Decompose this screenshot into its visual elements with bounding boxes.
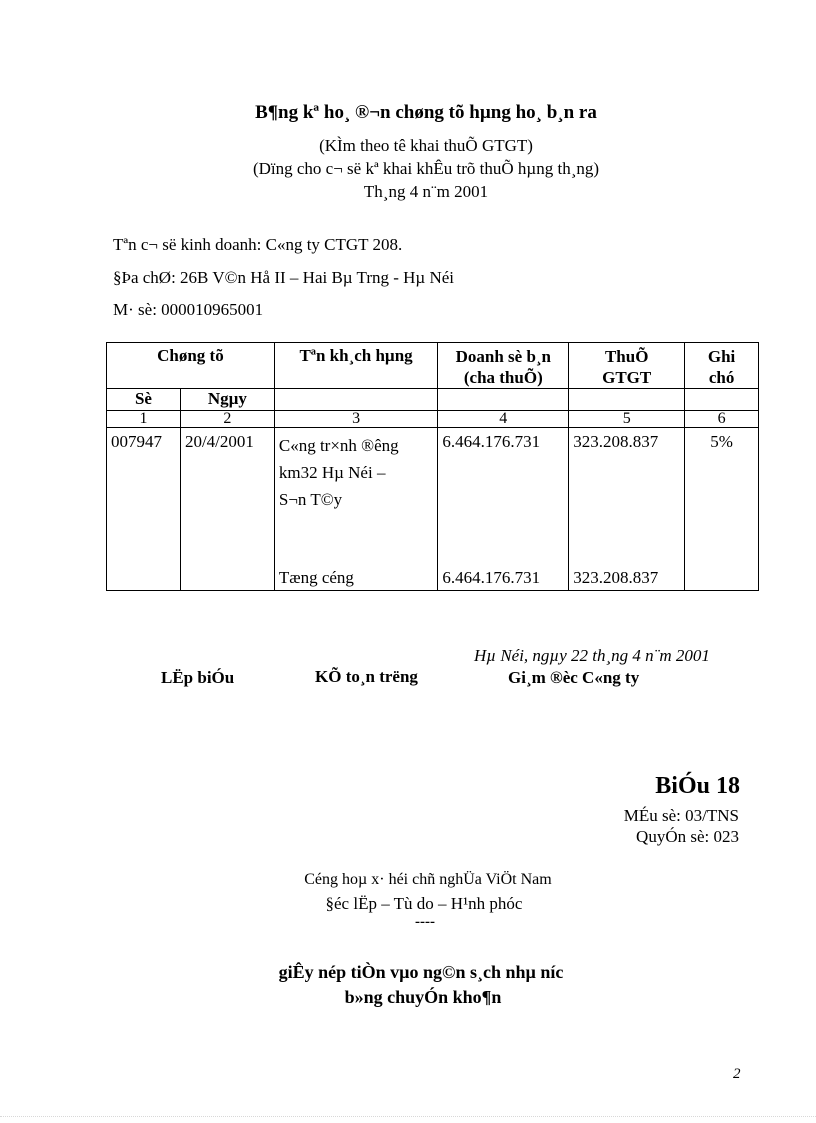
row-customer-line1: C«ng tr×nh ®êng: [278, 436, 399, 455]
column-number: 1: [107, 411, 181, 428]
column-number: 5: [569, 411, 685, 428]
separator-dashes: ----: [415, 914, 435, 930]
header-customer: Tªn kh¸ch hµng: [274, 343, 438, 389]
document-heading-line1: giÊy nép tiÒn vµo ng©n s¸ch nhµ níc: [278, 962, 564, 982]
row-vat-cell: [569, 428, 685, 591]
date-place: Hµ Néi, ngµy 22 th¸ng 4 n¨m 2001: [474, 646, 710, 665]
header-note-line2: chó: [708, 368, 735, 387]
subtitle-attachment: (KÌm theo tê khai thuÕ GTGT): [319, 136, 533, 155]
column-number-row: [107, 411, 759, 428]
total-revenue: 6.464.176.731: [442, 568, 541, 587]
subheader-empty: [438, 389, 569, 411]
form-number: MÉu sè: 03/TNS: [623, 806, 739, 825]
subtitle-scope: (Dïng cho c¬ së kª khai khÊu trõ thuÕ hµng th¸ng): [252, 159, 600, 178]
header-date: Ngµy: [180, 389, 274, 411]
column-number: 3: [274, 411, 438, 428]
column-number: 6: [685, 411, 759, 428]
column-number: 2: [180, 411, 274, 428]
invoice-table: [106, 342, 759, 591]
header-vat: [569, 343, 685, 389]
form-title: BiÓu 18: [655, 773, 740, 799]
row-date: 20/4/2001: [180, 428, 274, 591]
page-number: 2: [733, 1066, 741, 1082]
header-vat-line1: ThuÕ: [604, 347, 649, 366]
row-note: 5%: [685, 428, 759, 591]
row-vat: 323.208.837: [573, 432, 659, 451]
document-heading-line2: b»ng chuyÓn kho¶n: [344, 987, 502, 1007]
page-bottom-divider: [0, 1116, 816, 1117]
header-revenue: [438, 343, 569, 389]
subheader-empty: [274, 389, 438, 411]
signature-accountant: KÕ to¸n trëng: [315, 667, 418, 686]
signature-director: Gi¸m ®èc C«ng ty: [508, 668, 640, 687]
table-header-row: [107, 343, 759, 389]
business-address: §Þa chØ: 26B V©n Hå II – Hai Bµ Trng - Hµ Néi: [113, 268, 455, 287]
subheader-empty: [569, 389, 685, 411]
header-note: [685, 343, 759, 389]
tax-code: M· sè: 000010965001: [113, 300, 264, 319]
total-vat: 323.208.837: [573, 568, 659, 587]
table-row: [107, 428, 759, 591]
header-vat-line2: GTGT: [602, 368, 652, 387]
business-name: Tªn c¬ së kinh doanh: C«ng ty CTGT 208.: [113, 235, 403, 254]
header-note-line1: Ghi: [707, 347, 736, 366]
header-revenue-line1: Doanh sè b¸n: [455, 347, 552, 366]
signature-preparer: LËp biÓu: [161, 668, 235, 687]
row-customer: [274, 428, 438, 591]
nation-name: Céng hoµ x· héi chñ nghÜa ViÖt Nam: [304, 871, 552, 888]
book-number: QuyÓn sè: 023: [636, 827, 739, 846]
header-number: Sè: [107, 389, 181, 411]
column-number: 4: [438, 411, 569, 428]
table-subheader-row: [107, 389, 759, 411]
row-revenue-cell: [438, 428, 569, 591]
document-title: B¶ng kª ho¸ ®¬n chøng tõ hµng ho¸ b¸n ra: [255, 102, 597, 123]
row-customer-line3: S¬n T©y: [278, 490, 343, 509]
row-number: 007947: [107, 428, 181, 591]
subtitle-period: Th¸ng 4 n¨m 2001: [363, 182, 489, 201]
header-revenue-line2: (cha thuÕ): [463, 368, 543, 387]
total-label: Tæng céng: [278, 568, 354, 587]
national-motto: §éc lËp – Tù do – H¹nh phóc: [325, 894, 523, 913]
row-revenue: 6.464.176.731: [442, 432, 541, 451]
subheader-empty: [685, 389, 759, 411]
header-voucher: Chøng tõ: [107, 343, 275, 389]
row-customer-line2: km32 Hµ Néi –: [278, 463, 386, 482]
